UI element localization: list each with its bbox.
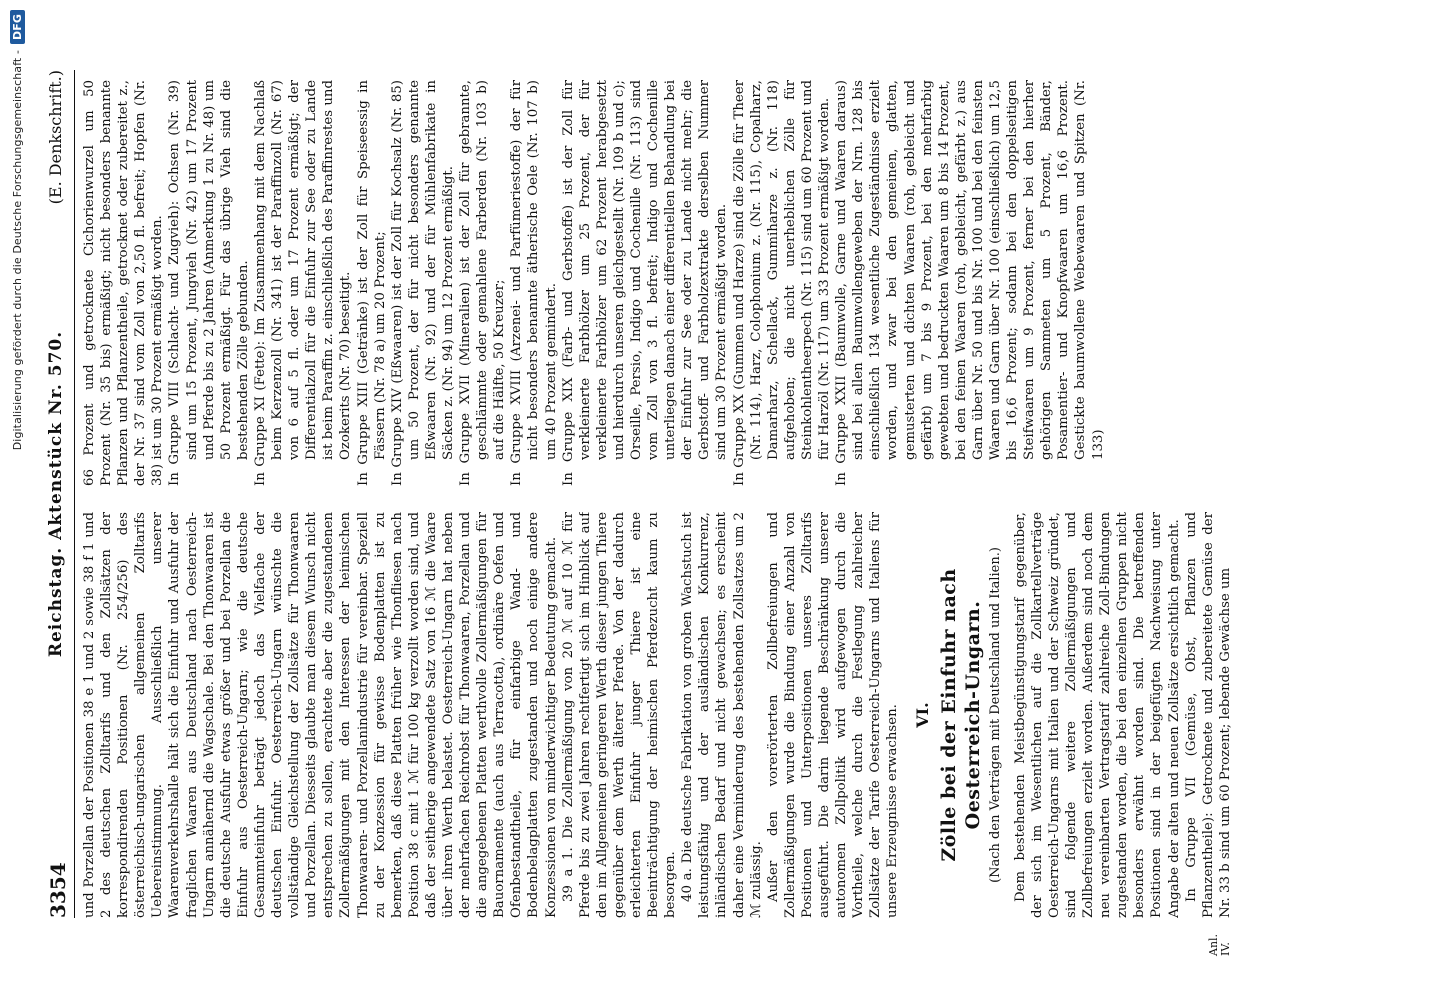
margin-note: Anl. IV. xyxy=(1207,933,1232,956)
header-right-title: (E. Denkschrift.) xyxy=(46,70,65,205)
dfg-logo: DFG xyxy=(10,10,25,44)
right-paragraph: In Gruppe XVII (Mineralien) ist der Zoll für gebrannte, geschlämmte oder gemahlene Farberden (Nr. 103 b) auf die Hälfte, 50 Kreuzer; xyxy=(458,80,508,486)
right-paragraph: In Gruppe XIX (Farb- und Gerbstoffe) ist der Zoll für verkleinerte Farbhölzer um 25 Prozent, der für verkleinerte Farbhölzer um 62 Prozent herabgesetzt und hierdurch unseren gleichgestellt (Nr. 109 b und c); Orseille, Persio, Indigo und Cochenille (Nr. 113) sind vom Zoll von 3 fl. befreit; Indigo und Cochenille unterliegen danach einer differentiellen Behandlung bei der Einfuhr zur See oder zu Lande nicht mehr; die Gerbstoff- und Farbholzextrakte derselben Nummer sind um 30 Prozent ermäßigt worden. xyxy=(560,80,730,486)
digitization-credit-strip xyxy=(0,0,34,1000)
right-paragraph: In Gruppe XX (Gummen und Harze) sind die Zölle für Theer (Nr. 114), Harz, Colophonium z. (Nr. 115), Copalharz, Damarharz, Schellack, Gummiharze z. (Nr. 118) aufgehoben; die nicht unerheblichen Zölle für Steinkohlentheerpech (Nr. 115) sind um 60 Prozent und für Harzöl (Nr. 117) um 33 Prozent ermäßigt worden. xyxy=(731,80,833,486)
right-paragraph: 66 Prozent und getrocknete Cichorienwurzel um 50 Prozent (Nr. 35 bis) ermäßigt; nicht besonders benannte Pflanzen und Pflanzentheile, getrocknet oder zubereitet z., der Nr. 37 sind vom Zoll von 2,50 fl. befreit; Hopfen (Nr. 38) ist um 30 Prozent ermäßigt worden. xyxy=(82,80,166,486)
digitization-note: Digitalisierung gefördert durch die Deutsche Forschungsgemeinschaft - xyxy=(10,49,24,451)
section-paragraph: Dem bestehenden Meistbegünstigungstarif gegenüber, der sich im Wesentlichen auf die Zollkartellverträge Oesterreich-Ungarns mit Italien und der Schweiz gründet, sind folgende weitere Zollermäßigungen und Zollbefreiungen erzielt worden. Außerdem sind noch dem neu vereinbarten Vertragstarif zahlreiche Zoll-Bindungen zugestanden worden, die bei den einzelnen Gruppen nicht besonders erwähnt worden sind. Die betreffenden Positionen sind in der beigefügten Nachweisung unter Angabe der alten und neuen Zollsätze ersichtlich gemacht. xyxy=(1012,512,1182,918)
left-paragraph: Außer den vorerörterten Zollbefreiungen und Zollermäßigungen wurde die Bindung einer Anzahl von Positionen und Unterpositionen unseres Zolltarifs ausgeführt. Die darin liegende Beschränkung unserer autonomen Zollpolitik wird aufgewogen durch die Vortheile, welche durch die Festlegung zahlreicher Zollsätze der Tarife Oesterreich-Ungarns und Italiens für unsere Erzeugnisse erwachsen. xyxy=(765,512,901,918)
text-columns xyxy=(81,70,1341,918)
section-title: Zölle bei der Einfuhr nach Oesterreich-Ungarn. xyxy=(937,568,984,862)
header-rule xyxy=(74,70,75,918)
section-number: VI. xyxy=(912,702,932,728)
left-column xyxy=(81,512,1341,918)
page-number: 3354 xyxy=(46,862,70,918)
right-paragraph: In Gruppe XIV (Eßwaaren) ist der Zoll für Kochsalz (Nr. 85) um 50 Prozent, der für nicht besonders genannte Eßwaaren (Nr. 92) und der für Mühlenfabrikate in Säcken z. (Nr. 94) um 12 Prozent ermäßigt. xyxy=(389,80,456,486)
header-center-title: Reichstag. Aktenstück Nr. 570. xyxy=(46,330,66,658)
right-paragraph: In Gruppe XIII (Getränke) ist der Zoll für Speiseessig in Fässern (Nr. 78 a) um 20 Prozent; xyxy=(355,80,388,486)
section-subtitle: (Nach den Verträgen mit Deutschland und Italien.) xyxy=(987,547,1003,883)
left-paragraph: 40 a. Die deutsche Fabrikation von groben Wachstuch ist leistungsfähig und der ausländischen Konkurrenz, inländischen Bedarf und nicht gewachsen; es erscheint daher eine Verminderung des bestehenden Zollsatzes um 2 ℳ zulässig. xyxy=(680,512,764,918)
left-paragraph: und Porzellan der Positionen 38 e 1 und 2 sowie 38 f 1 und 2 des deutschen Zolltarifs und den Zollsätzen der korrespondirenden Positionen (Nr. 254/256) des österreichisch-ungarischen allgemeinen Zolltarifs Uebereinstimmung. Ausschließlich unserer Waarenverkehrshalle hält sich die Einfuhr und Ausfuhr der fraglichen Waaren aus Deutschland nach Oesterreich-Ungarn annähernd die Wagschale. Bei den Thonwaaren ist die deutsche Ausfuhr etwas größer und bei Porzellan die Einfuhr aus Oesterreich-Ungarn; wie die deutsche Gesammteinfuhr beträgt jedoch das Vielfache der deutschen Einfuhr. Oesterreich-Ungarn wünschte die vollständige Gleichstellung der Zollsätze für Thonwaaren und Porzellan. Diesseits glaubte man diesem Wunsch nicht entsprechen zu sollen, erachtete aber die zugestandenen Zollermäßigungen mit den Interessen der heimischen Thonwaaren- und Porzellanindustrie für vereinbar. Speziell zu der Konzession für gewisse Bodenplatten ist zu bemerken, daß diese Platten früher wie Thonfliesen nach Position 38 c mit 1 ℳ für 100 kg verzollt worden sind, und daß der seitherige angewendete Satz von 16 ℳ die Waare über ihren Werth belastet. Oesterreich-Ungarn hat neben der mehrfachen Reichrobst für Thonwaaren, Porzellan und die angegebenen Platten werthvolle Zollermäßigungen für Bauornamente (auch aus Terracotta), ordinäre Oefen und Ofenbestandtheile, für einfarbige Wand- und Bodenbelagplatten zugestanden und noch einige andere Konzessionen von minderwichtiger Bedeutung gemacht. xyxy=(82,512,559,918)
left-paragraph: 39 a 1. Die Zollermäßigung von 20 ℳ auf 10 ℳ für Pferde bis zu zwei Jahren rechtfertigt sich im Hinblick auf den im Allgemeinen geringeren Werth dieser jungen Thiere gegenüber dem Werth älterer Pferde. Von der dadurch erleichterten Einfuhr junger Thiere ist eine Beeinträchtigung der heimischen Pferdezucht kaum zu besorgen. xyxy=(560,512,679,918)
section-paragraph: In Gruppe VII (Gemüse, Obst, Pflanzen und Pflanzentheile): Getrocknete und zubereitete Gemüse der Nr. 33 b sind um 60 Prozent; lebende Gewächse um xyxy=(1183,512,1233,918)
right-paragraph: In Gruppe XXII (Baumwolle, Garne und Waaren daraus) sind bei allen Baumwollengeweben der Nrn. 128 bis einschließlich 134 wesentliche Zugeständnisse erzielt worden, und zwar bei den gemeinen, glatten, gemusterten und dichten Waaren (roh, gebleicht und gefärbt) um 7 bis 9 Prozent, bei den mehrfarbig gewebten und bedruckten Waaren um 8 bis 14 Prozent, bei den feinen Waaren (roh, gebleicht, gefärbt z.) aus Garn über Nr. 50 und bis Nr. 100 und bei den feinsten Waaren und Garn über Nr. 100 (einschließlich) um 12,5 bis 16,6 Prozent; sodann bei den doppelseitigen Steifwaaren um 9 Prozent, ferner bei den hierher gehörigen Sammeten um 5 Prozent, Bänder, Posamentier- und Knopfwaaren um 16,6 Prozent. Gestickte baumwollene Webewaaren und Spitzen (Nr. 133) xyxy=(834,80,1106,486)
right-paragraph: In Gruppe XI (Fette): Im Zusammenhang mit dem Nachlaß beim Kerzenzoll (Nr. 341) ist der Paraffinzoll (Nr. 67) von 6 auf 5 fl. oder um 17 Prozent ermäßigt; der Differentialzoll für die Einfuhr zur See oder zu Lande ist beim Paraffin z. einschließlich des Paraffinrestes und Ozokerits (Nr. 70) beseitigt. xyxy=(252,80,354,486)
right-column xyxy=(81,80,1341,486)
right-paragraph: In Gruppe VIII (Schlacht- und Zugvieh): Ochsen (Nr. 39) sind um 15 Prozent, Jungvieh (Nr. 42) um 17 Prozent und Pferde bis zu 2 Jahren (Anmerkung 1 zu Nr. 48) um 50 Prozent ermäßigt. Für das übrige Vieh sind die bestehenden Zölle gebunden. xyxy=(167,80,251,486)
running-head xyxy=(34,70,74,918)
right-paragraph: In Gruppe XVIII (Arzenei- und Parfümeriestoffe) der für nicht besonders benannte ätherische Oele (Nr. 107 b) um 40 Prozent gemindert. xyxy=(509,80,559,486)
